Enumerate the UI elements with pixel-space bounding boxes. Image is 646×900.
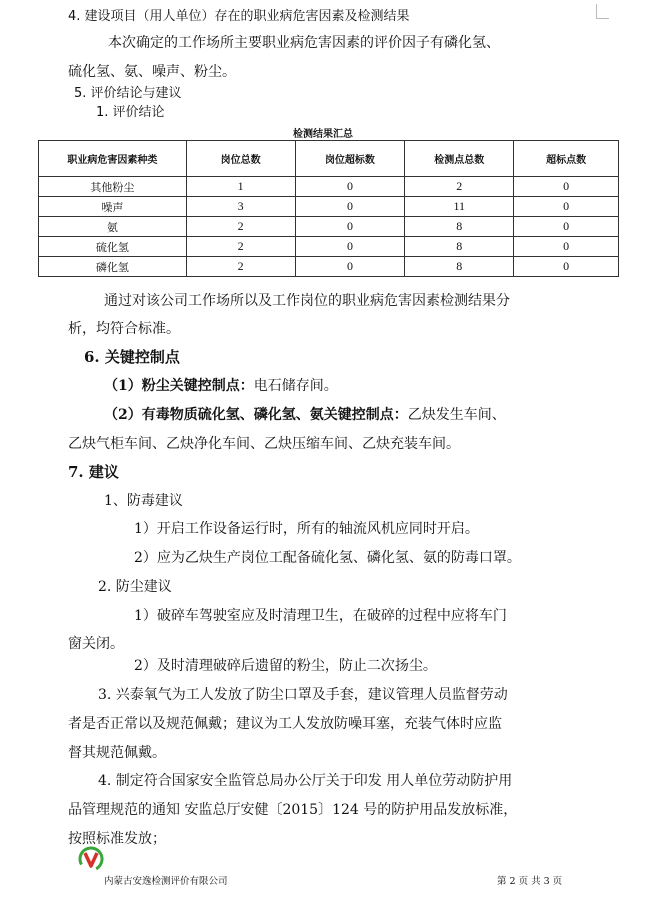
- table-cell: 0: [514, 177, 619, 197]
- section-6-heading: 6. 关键控制点: [84, 348, 180, 366]
- table-cell: 0: [295, 217, 405, 237]
- suggestion-2-item-2: 2）及时清理破碎后遗留的粉尘，防止二次扬尘。: [134, 658, 437, 674]
- table-cell: 2: [186, 217, 295, 237]
- control-point-2: [104, 404, 506, 424]
- table-cell: 0: [514, 237, 619, 257]
- conclusion-line-2: 析，均符合标准。: [68, 321, 180, 337]
- table-header-cell: 职业病危害因素种类: [39, 141, 187, 177]
- control-point-1-text: 电石储存间。: [253, 378, 338, 394]
- table-cell: 0: [514, 197, 619, 217]
- suggestion-2-item-1-line-2: 窗关闭。: [68, 636, 124, 652]
- section-4-paragraph-line-2: 硫化氢、氨、噪声、粉尘。: [68, 64, 236, 80]
- suggestion-1-title: 1、防毒建议: [104, 493, 183, 509]
- suggestion-1-item-1: 1）开启工作设备运行时，所有的轴流风机应同时开启。: [134, 521, 479, 537]
- control-point-1-label: （1）粉尘关键控制点：: [104, 378, 254, 394]
- table-cell: 11: [405, 197, 514, 217]
- table-header-cell: 检测点总数: [405, 141, 514, 177]
- results-table: [38, 140, 619, 277]
- suggestion-1-item-2: 2）应为乙炔生产岗位工配备硫化氢、磷化氢、氨的防毒口罩。: [134, 550, 521, 566]
- section-5-heading: 5. 评价结论与建议: [74, 86, 182, 101]
- table-cell: 2: [186, 257, 295, 277]
- suggestion-3-line-1: 3. 兴泰氧气为工人发放了防尘口罩及手套，建议管理人员监督劳动: [98, 687, 508, 703]
- table-cell-factor: 噪声: [39, 197, 187, 217]
- table-row: [39, 257, 619, 277]
- section-7-heading: 7. 建议: [68, 463, 119, 481]
- table-cell: 2: [405, 177, 514, 197]
- suggestion-2-title: 2. 防尘建议: [98, 579, 172, 595]
- footer-company-name: 内蒙古安逸检测评价有限公司: [104, 876, 228, 887]
- table-row: [39, 177, 619, 197]
- table-row: [39, 237, 619, 257]
- table-cell: 8: [405, 257, 514, 277]
- suggestion-4-line-2: 品管理规范的通知 安监总厅安健〔2015〕124 号的防护用品发放标准，: [68, 802, 518, 818]
- table-cell: 0: [295, 177, 405, 197]
- table-cell: 0: [295, 257, 405, 277]
- table-cell: 3: [186, 197, 295, 217]
- table-cell: 2: [186, 237, 295, 257]
- page-corner-mark: [596, 4, 609, 19]
- table-cell: 0: [514, 217, 619, 237]
- table-cell-factor: 氨: [39, 217, 187, 237]
- suggestion-3-line-2: 者是否正常以及规范佩戴；建议为工人发放防噪耳塞，充装气体时应监: [68, 716, 502, 732]
- suggestion-4-line-1: 4. 制定符合国家安全监管总局办公厅关于印发 用人单位劳动防护用: [98, 773, 513, 789]
- control-point-2-text-line-1: 乙炔发生车间、: [407, 407, 506, 423]
- suggestion-4-line-3: 按照标准发放；: [68, 831, 166, 847]
- section-5-subheading: 1. 评价结论: [96, 105, 165, 120]
- footer-page-number: 第 2 页 共 3 页: [497, 876, 563, 887]
- table-cell-factor: 其他粉尘: [39, 177, 187, 197]
- suggestion-3-line-3: 督其规范佩戴。: [68, 745, 166, 761]
- control-point-1: [104, 375, 338, 395]
- control-point-2-label: （2）有毒物质硫化氢、磷化氢、氨关键控制点：: [104, 407, 408, 423]
- table-cell: 0: [295, 237, 405, 257]
- company-logo-icon: [76, 845, 106, 873]
- table-cell: 0: [295, 197, 405, 217]
- section-4-heading: 4. 建设项目（用人单位）存在的职业病危害因素及检测结果: [68, 9, 410, 24]
- table-cell: 1: [186, 177, 295, 197]
- section-4-paragraph-line-1: 本次确定的工作场所主要职业病危害因素的评价因子有磷化氢、: [108, 35, 500, 51]
- conclusion-line-1: 通过对该公司工作场所以及工作岗位的职业病危害因素检测结果分: [104, 293, 510, 309]
- table-cell: 8: [405, 217, 514, 237]
- table-cell: 8: [405, 237, 514, 257]
- table-header-cell: 岗位超标数: [295, 141, 405, 177]
- table-caption: 检测结果汇总: [293, 129, 353, 140]
- table-header-row: [39, 141, 619, 177]
- table-row: [39, 197, 619, 217]
- table-cell: 0: [514, 257, 619, 277]
- table-cell-factor: 磷化氢: [39, 257, 187, 277]
- table-row: [39, 217, 619, 237]
- table-header-cell: 超标点数: [514, 141, 619, 177]
- suggestion-2-item-1-line-1: 1）破碎车驾驶室应及时清理卫生，在破碎的过程中应将车门: [134, 608, 507, 624]
- table-cell-factor: 硫化氢: [39, 237, 187, 257]
- table-header-cell: 岗位总数: [186, 141, 295, 177]
- control-point-2-text-line-2: 乙炔气柜车间、乙炔净化车间、乙炔压缩车间、乙炔充装车间。: [68, 436, 460, 452]
